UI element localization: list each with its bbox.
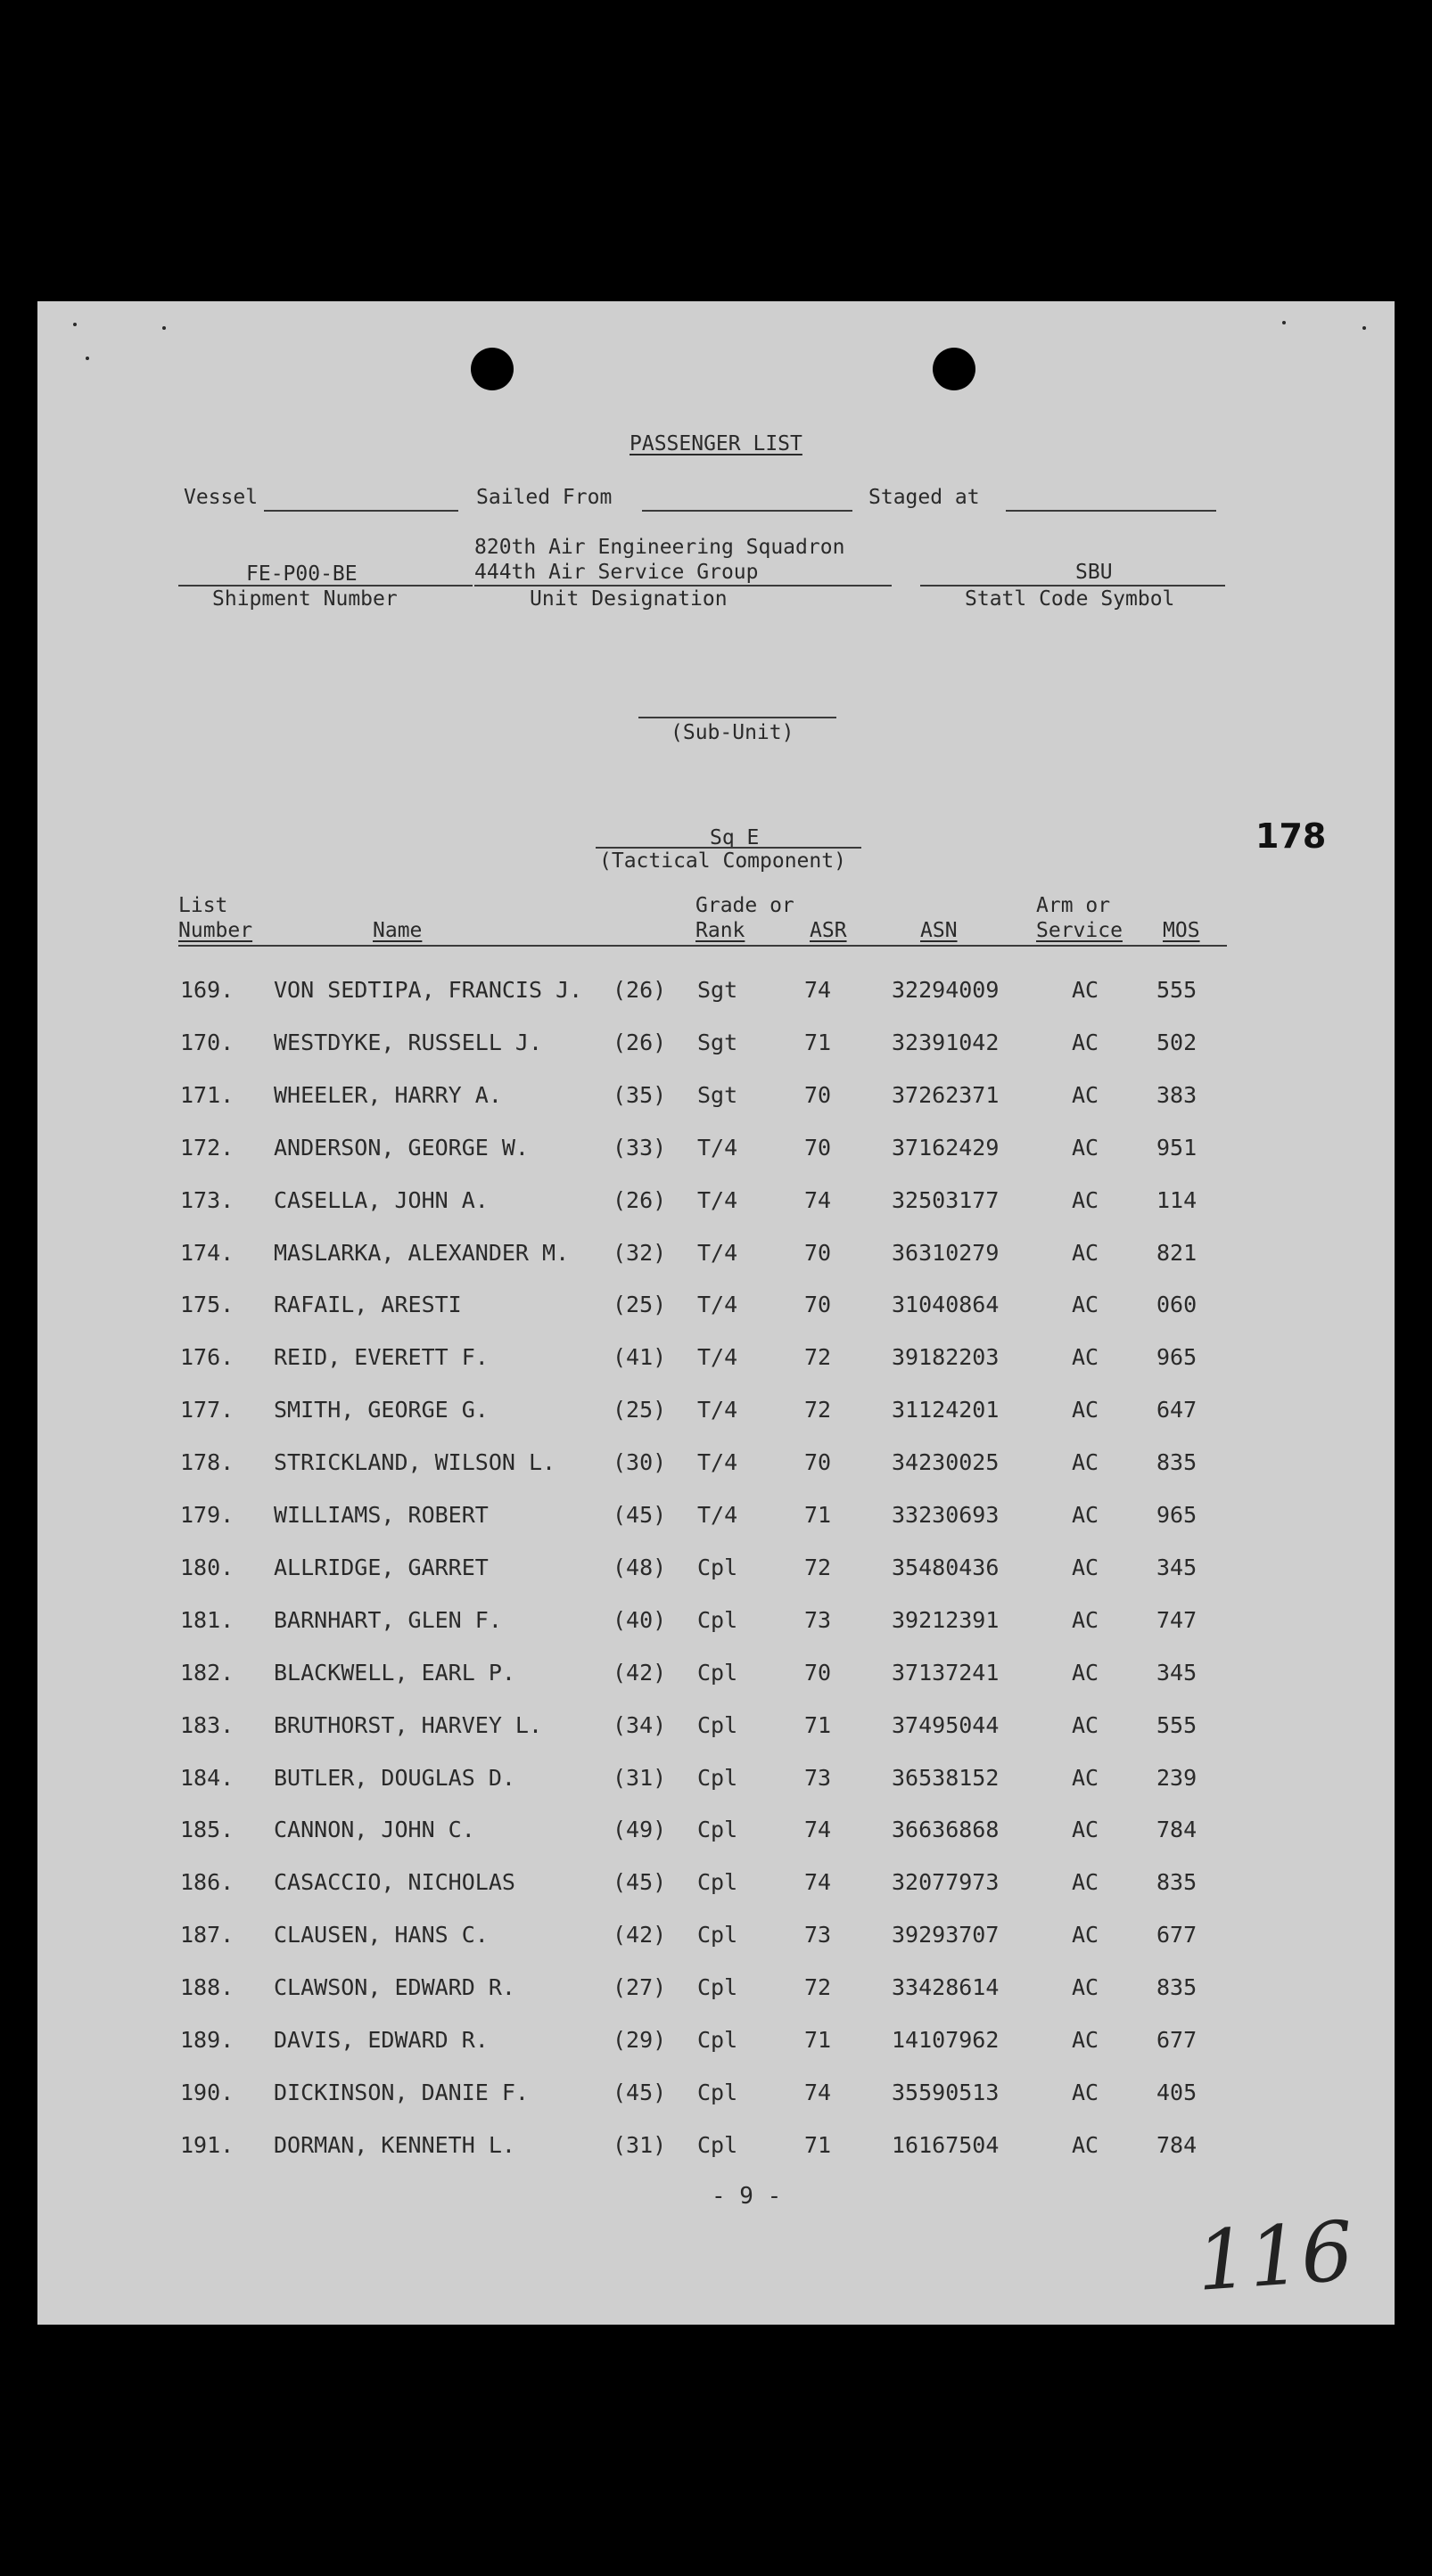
cell-asr: 70 bbox=[804, 1292, 832, 1318]
cell-name: CLAWSON, EDWARD R. bbox=[274, 1974, 515, 2001]
cell-age: (45) bbox=[613, 1869, 667, 1896]
cell-name: RAFAIL, ARESTI bbox=[274, 1292, 462, 1318]
cell-age: (26) bbox=[613, 1029, 667, 1055]
cell-num: 184. bbox=[180, 1764, 235, 1791]
cell-grade: Sgt bbox=[697, 1029, 738, 1055]
cell-asr: 74 bbox=[804, 1869, 832, 1896]
cell-arm: AC bbox=[1072, 2131, 1099, 2158]
cell-grade: T/4 bbox=[697, 1186, 738, 1213]
cell-asn: 32391042 bbox=[892, 1029, 1000, 1055]
cell-asr: 71 bbox=[804, 1029, 832, 1055]
cell-grade: Cpl bbox=[697, 1922, 738, 1948]
header-arm-1: Arm or bbox=[1036, 894, 1111, 917]
cell-age: (29) bbox=[613, 2027, 667, 2053]
cell-name: CLAUSEN, HANS C. bbox=[274, 1922, 489, 1948]
cell-name: ALLRIDGE, GARRET bbox=[274, 1554, 489, 1580]
cell-mos: 784 bbox=[1156, 2131, 1197, 2158]
cell-asn: 36538152 bbox=[892, 1764, 1000, 1791]
cell-asn: 32294009 bbox=[892, 977, 1000, 1003]
cell-asn: 36310279 bbox=[892, 1239, 1000, 1266]
cell-arm: AC bbox=[1072, 1239, 1099, 1266]
cell-asr: 72 bbox=[804, 1974, 832, 2001]
table-row bbox=[37, 1183, 1395, 1218]
header-mos: MOS bbox=[1163, 919, 1200, 942]
cell-grade: T/4 bbox=[697, 1344, 738, 1371]
cell-num: 169. bbox=[180, 977, 235, 1003]
cell-grade: T/4 bbox=[697, 1292, 738, 1318]
table-row bbox=[37, 1445, 1395, 1481]
cell-name: WILLIAMS, ROBERT bbox=[274, 1502, 489, 1528]
cell-arm: AC bbox=[1072, 1029, 1099, 1055]
cell-name: WESTDYKE, RUSSELL J. bbox=[274, 1029, 543, 1055]
cell-arm: AC bbox=[1072, 1081, 1099, 1108]
sub-unit-label: (Sub-Unit) bbox=[671, 721, 794, 744]
cell-asn: 35480436 bbox=[892, 1554, 1000, 1580]
cell-asr: 70 bbox=[804, 1134, 832, 1161]
cell-grade: Cpl bbox=[697, 1606, 738, 1633]
cell-age: (45) bbox=[613, 1502, 667, 1528]
footer-page-number: - 9 - bbox=[712, 2183, 782, 2210]
cell-name: BUTLER, DOUGLAS D. bbox=[274, 1764, 515, 1791]
cell-mos: 821 bbox=[1156, 1239, 1197, 1266]
punch-hole-right bbox=[933, 348, 975, 390]
unit-line-2: 444th Air Service Group bbox=[474, 561, 759, 584]
cell-mos: 405 bbox=[1156, 2079, 1197, 2105]
cell-grade: T/4 bbox=[697, 1502, 738, 1528]
header-list-number-2: Number bbox=[178, 919, 253, 942]
cell-grade: Cpl bbox=[697, 2079, 738, 2105]
cell-name: SMITH, GEORGE G. bbox=[274, 1397, 489, 1423]
cell-age: (42) bbox=[613, 1659, 667, 1686]
cell-num: 183. bbox=[180, 1711, 235, 1738]
cell-age: (26) bbox=[613, 1186, 667, 1213]
speck bbox=[1282, 321, 1286, 324]
cell-age: (42) bbox=[613, 1922, 667, 1948]
cell-mos: 114 bbox=[1156, 1186, 1197, 1213]
table-row bbox=[37, 2022, 1395, 2058]
cell-age: (31) bbox=[613, 1764, 667, 1791]
cell-arm: AC bbox=[1072, 1344, 1099, 1371]
cell-asn: 14107962 bbox=[892, 2027, 1000, 2053]
cell-asr: 74 bbox=[804, 2079, 832, 2105]
speck bbox=[162, 326, 166, 330]
code-value: SBU bbox=[1075, 561, 1113, 584]
cell-asr: 71 bbox=[804, 2027, 832, 2053]
cell-age: (25) bbox=[613, 1397, 667, 1423]
table-row bbox=[37, 1235, 1395, 1271]
cell-name: REID, EVERETT F. bbox=[274, 1344, 489, 1371]
cell-arm: AC bbox=[1072, 1134, 1099, 1161]
table-row bbox=[37, 1025, 1395, 1061]
cell-asr: 70 bbox=[804, 1449, 832, 1476]
cell-arm: AC bbox=[1072, 1922, 1099, 1948]
cell-asn: 33428614 bbox=[892, 1974, 1000, 2001]
cell-num: 172. bbox=[180, 1134, 235, 1161]
cell-name: BRUTHORST, HARVEY L. bbox=[274, 1711, 543, 1738]
table-row bbox=[37, 1392, 1395, 1428]
cell-grade: Cpl bbox=[697, 2131, 738, 2158]
header-underline bbox=[178, 945, 1227, 947]
shipment-number-value: FE-P00-BE bbox=[246, 562, 358, 586]
cell-grade: Cpl bbox=[697, 1974, 738, 2001]
cell-num: 182. bbox=[180, 1659, 235, 1686]
cell-asn: 16167504 bbox=[892, 2131, 1000, 2158]
punch-hole-left bbox=[471, 348, 514, 390]
cell-arm: AC bbox=[1072, 1186, 1099, 1213]
table-row bbox=[37, 1078, 1395, 1113]
cell-asn: 39212391 bbox=[892, 1606, 1000, 1633]
cell-num: 170. bbox=[180, 1029, 235, 1055]
cell-asn: 34230025 bbox=[892, 1449, 1000, 1476]
cell-grade: Cpl bbox=[697, 1764, 738, 1791]
cell-num: 191. bbox=[180, 2131, 235, 2158]
cell-grade: Sgt bbox=[697, 977, 738, 1003]
document-title: PASSENGER LIST bbox=[630, 432, 802, 455]
cell-asr: 70 bbox=[804, 1659, 832, 1686]
cell-age: (32) bbox=[613, 1239, 667, 1266]
cell-age: (48) bbox=[613, 1554, 667, 1580]
sub-unit-blank bbox=[638, 717, 836, 718]
cell-grade: Sgt bbox=[697, 1081, 738, 1108]
cell-mos: 951 bbox=[1156, 1134, 1197, 1161]
table-row bbox=[37, 1340, 1395, 1375]
cell-mos: 784 bbox=[1156, 1817, 1197, 1843]
table-row bbox=[37, 1655, 1395, 1691]
cell-asn: 32503177 bbox=[892, 1186, 1000, 1213]
header-list-number-1: List bbox=[178, 894, 228, 917]
cell-num: 189. bbox=[180, 2027, 235, 2053]
cell-num: 185. bbox=[180, 1817, 235, 1843]
cell-arm: AC bbox=[1072, 1606, 1099, 1633]
header-asn: ASN bbox=[920, 919, 958, 942]
cell-asn: 37137241 bbox=[892, 1659, 1000, 1686]
cell-asr: 73 bbox=[804, 1922, 832, 1948]
table-row bbox=[37, 2075, 1395, 2111]
cell-asr: 73 bbox=[804, 1764, 832, 1791]
handwritten-number: 116 bbox=[1193, 2203, 1357, 2309]
cell-mos: 555 bbox=[1156, 1711, 1197, 1738]
tactical-label: (Tactical Component) bbox=[599, 849, 846, 873]
cell-asr: 72 bbox=[804, 1554, 832, 1580]
cell-name: DICKINSON, DANIE F. bbox=[274, 2079, 529, 2105]
cell-name: CANNON, JOHN C. bbox=[274, 1817, 475, 1843]
cell-age: (41) bbox=[613, 1344, 667, 1371]
table-row bbox=[37, 1287, 1395, 1323]
table-row bbox=[37, 1865, 1395, 1900]
cell-mos: 647 bbox=[1156, 1397, 1197, 1423]
cell-arm: AC bbox=[1072, 977, 1099, 1003]
table-row bbox=[37, 1708, 1395, 1743]
cell-asr: 70 bbox=[804, 1081, 832, 1108]
cell-num: 180. bbox=[180, 1554, 235, 1580]
cell-mos: 555 bbox=[1156, 977, 1197, 1003]
cell-arm: AC bbox=[1072, 1817, 1099, 1843]
cell-age: (34) bbox=[613, 1711, 667, 1738]
cell-mos: 835 bbox=[1156, 1869, 1197, 1896]
cell-arm: AC bbox=[1072, 1502, 1099, 1528]
cell-mos: 835 bbox=[1156, 1974, 1197, 2001]
table-row bbox=[37, 1917, 1395, 1953]
vessel-blank bbox=[264, 510, 458, 512]
sailed-from-blank bbox=[642, 510, 852, 512]
cell-num: 176. bbox=[180, 1344, 235, 1371]
cell-asr: 71 bbox=[804, 1711, 832, 1738]
cell-name: MASLARKA, ALEXANDER M. bbox=[274, 1239, 570, 1266]
unit-designation-label: Unit Designation bbox=[530, 587, 728, 611]
cell-asn: 35590513 bbox=[892, 2079, 1000, 2105]
cell-num: 173. bbox=[180, 1186, 235, 1213]
cell-arm: AC bbox=[1072, 1711, 1099, 1738]
cell-grade: T/4 bbox=[697, 1449, 738, 1476]
speck bbox=[73, 323, 77, 326]
cell-grade: T/4 bbox=[697, 1134, 738, 1161]
cell-name: WHEELER, HARRY A. bbox=[274, 1081, 502, 1108]
cell-asn: 33230693 bbox=[892, 1502, 1000, 1528]
cell-grade: Cpl bbox=[697, 2027, 738, 2053]
cell-mos: 747 bbox=[1156, 1606, 1197, 1633]
cell-arm: AC bbox=[1072, 1554, 1099, 1580]
cell-num: 190. bbox=[180, 2079, 235, 2105]
cell-grade: T/4 bbox=[697, 1239, 738, 1266]
cell-asn: 37495044 bbox=[892, 1711, 1000, 1738]
cell-asr: 72 bbox=[804, 1397, 832, 1423]
cell-age: (31) bbox=[613, 2131, 667, 2158]
cell-arm: AC bbox=[1072, 1659, 1099, 1686]
cell-name: ANDERSON, GEORGE W. bbox=[274, 1134, 529, 1161]
cell-asn: 32077973 bbox=[892, 1869, 1000, 1896]
cell-mos: 383 bbox=[1156, 1081, 1197, 1108]
cell-grade: Cpl bbox=[697, 1659, 738, 1686]
cell-name: BLACKWELL, EARL P. bbox=[274, 1659, 515, 1686]
cell-age: (25) bbox=[613, 1292, 667, 1318]
header-arm-2: Service bbox=[1036, 919, 1123, 942]
table-row bbox=[37, 2128, 1395, 2163]
header-grade-2: Rank bbox=[695, 919, 745, 942]
cell-arm: AC bbox=[1072, 1449, 1099, 1476]
cell-age: (45) bbox=[613, 2079, 667, 2105]
vessel-label: Vessel bbox=[184, 486, 259, 509]
cell-asr: 74 bbox=[804, 977, 832, 1003]
code-label: Statl Code Symbol bbox=[965, 587, 1175, 611]
cell-num: 174. bbox=[180, 1239, 235, 1266]
cell-asr: 71 bbox=[804, 2131, 832, 2158]
cell-name: STRICKLAND, WILSON L. bbox=[274, 1449, 556, 1476]
cell-num: 188. bbox=[180, 1974, 235, 2001]
table-row bbox=[37, 1812, 1395, 1848]
cell-mos: 677 bbox=[1156, 1922, 1197, 1948]
cell-asn: 36636868 bbox=[892, 1817, 1000, 1843]
cell-name: CASACCIO, NICHOLAS bbox=[274, 1869, 515, 1896]
cell-num: 181. bbox=[180, 1606, 235, 1633]
speck bbox=[1362, 326, 1366, 330]
cell-mos: 345 bbox=[1156, 1659, 1197, 1686]
cell-age: (49) bbox=[613, 1817, 667, 1843]
cell-age: (30) bbox=[613, 1449, 667, 1476]
cell-name: VON SEDTIPA, FRANCIS J. bbox=[274, 977, 583, 1003]
cell-grade: Cpl bbox=[697, 1554, 738, 1580]
cell-mos: 677 bbox=[1156, 2027, 1197, 2053]
cell-asn: 39182203 bbox=[892, 1344, 1000, 1371]
cell-asn: 37162429 bbox=[892, 1134, 1000, 1161]
cell-name: DAVIS, EDWARD R. bbox=[274, 2027, 489, 2053]
cell-asr: 71 bbox=[804, 1502, 832, 1528]
speck bbox=[86, 357, 89, 360]
stamped-page-number: 178 bbox=[1255, 816, 1327, 856]
cell-grade: Cpl bbox=[697, 1711, 738, 1738]
cell-arm: AC bbox=[1072, 1292, 1099, 1318]
cell-mos: 239 bbox=[1156, 1764, 1197, 1791]
table-row bbox=[37, 1130, 1395, 1166]
table-row bbox=[37, 1550, 1395, 1586]
header-name: Name bbox=[373, 919, 423, 942]
cell-asr: 73 bbox=[804, 1606, 832, 1633]
cell-arm: AC bbox=[1072, 1974, 1099, 2001]
cell-age: (40) bbox=[613, 1606, 667, 1633]
cell-num: 175. bbox=[180, 1292, 235, 1318]
cell-asn: 31124201 bbox=[892, 1397, 1000, 1423]
cell-name: CASELLA, JOHN A. bbox=[274, 1186, 489, 1213]
table-row bbox=[37, 1760, 1395, 1796]
shipment-number-label: Shipment Number bbox=[212, 587, 398, 611]
document-page bbox=[37, 301, 1395, 2325]
cell-num: 177. bbox=[180, 1397, 235, 1423]
cell-grade: Cpl bbox=[697, 1869, 738, 1896]
cell-asr: 74 bbox=[804, 1186, 832, 1213]
cell-grade: Cpl bbox=[697, 1817, 738, 1843]
cell-arm: AC bbox=[1072, 2079, 1099, 2105]
cell-mos: 965 bbox=[1156, 1344, 1197, 1371]
cell-arm: AC bbox=[1072, 1397, 1099, 1423]
header-grade-1: Grade or bbox=[695, 894, 794, 917]
cell-name: BARNHART, GLEN F. bbox=[274, 1606, 502, 1633]
cell-asn: 31040864 bbox=[892, 1292, 1000, 1318]
sailed-from-label: Sailed From bbox=[476, 486, 613, 509]
cell-arm: AC bbox=[1072, 2027, 1099, 2053]
cell-grade: T/4 bbox=[697, 1397, 738, 1423]
cell-age: (35) bbox=[613, 1081, 667, 1108]
cell-mos: 965 bbox=[1156, 1502, 1197, 1528]
cell-age: (26) bbox=[613, 977, 667, 1003]
tactical-value: Sq E bbox=[710, 826, 760, 849]
cell-num: 186. bbox=[180, 1869, 235, 1896]
cell-name: DORMAN, KENNETH L. bbox=[274, 2131, 515, 2158]
cell-arm: AC bbox=[1072, 1869, 1099, 1896]
cell-num: 171. bbox=[180, 1081, 235, 1108]
unit-line-1: 820th Air Engineering Squadron bbox=[474, 536, 845, 559]
cell-mos: 345 bbox=[1156, 1554, 1197, 1580]
cell-asr: 72 bbox=[804, 1344, 832, 1371]
cell-asr: 74 bbox=[804, 1817, 832, 1843]
table-row bbox=[37, 972, 1395, 1008]
cell-mos: 060 bbox=[1156, 1292, 1197, 1318]
table-row bbox=[37, 1970, 1395, 2006]
table-row bbox=[37, 1497, 1395, 1533]
cell-asr: 70 bbox=[804, 1239, 832, 1266]
cell-mos: 502 bbox=[1156, 1029, 1197, 1055]
cell-num: 187. bbox=[180, 1922, 235, 1948]
cell-age: (33) bbox=[613, 1134, 667, 1161]
header-asr: ASR bbox=[810, 919, 847, 942]
cell-num: 179. bbox=[180, 1502, 235, 1528]
cell-asn: 39293707 bbox=[892, 1922, 1000, 1948]
staged-at-blank bbox=[1006, 510, 1216, 512]
table-row bbox=[37, 1603, 1395, 1638]
cell-asn: 37262371 bbox=[892, 1081, 1000, 1108]
cell-mos: 835 bbox=[1156, 1449, 1197, 1476]
staged-at-label: Staged at bbox=[868, 486, 980, 509]
cell-age: (27) bbox=[613, 1974, 667, 2001]
cell-arm: AC bbox=[1072, 1764, 1099, 1791]
cell-num: 178. bbox=[180, 1449, 235, 1476]
